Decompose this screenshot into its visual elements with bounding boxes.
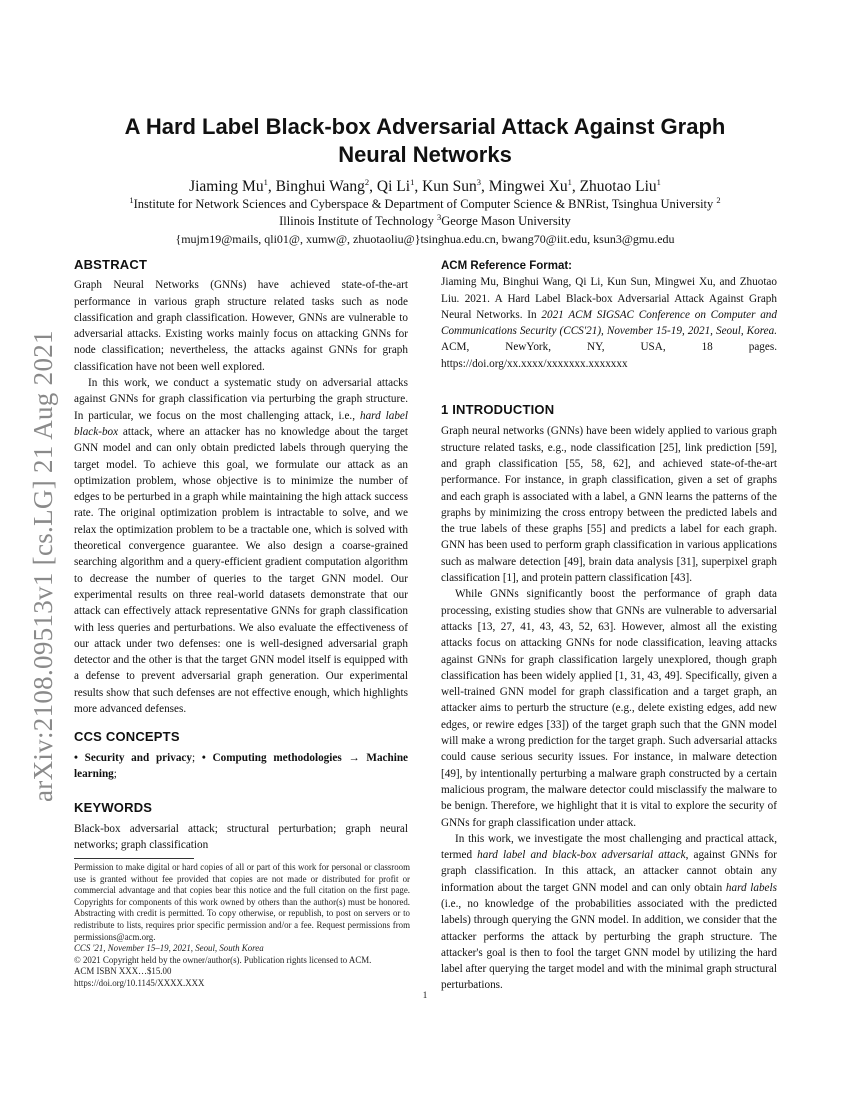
right-column xyxy=(441,258,777,994)
abstract-text: In this work, we conduct a systematic study on adversarial attacks against GNNs for graph classification via perturbing the graph structure. In particular, we focus on the most challenging attack, i.e., xyxy=(74,377,408,422)
ccs-heading: CCS CONCEPTS xyxy=(74,729,180,745)
arrow-icon: → xyxy=(341,751,367,764)
acm-reference xyxy=(441,274,777,372)
ccs-item: • Computing methodologies xyxy=(201,751,342,764)
arxiv-stamp xyxy=(8,290,68,810)
affil-sup: 1 xyxy=(129,194,134,205)
abstract-paragraph-2 xyxy=(74,375,408,717)
intro-text: , against GNNs for graph classification. In this attack, an attacker cannot obtain any information about the target GNN model and can only obtain xyxy=(441,849,778,894)
author-sup: 1 xyxy=(410,176,415,187)
acm-ref-text: Jiaming Mu, Binghui Wang, Qi Li, Kun Sun, Mingwei Xu, and Zhuotao Liu. 2021. A Hard Label Black-box Adversarial Attack Against Graph Neural Networks. In xyxy=(441,276,777,321)
affiliation-2 xyxy=(60,213,790,230)
keywords-heading: KEYWORDS xyxy=(74,800,153,816)
copyright-line: © 2021 Copyright held by the owner/author(s). Publication rights licensed to ACM. xyxy=(74,954,372,965)
abstract-paragraph-1: Graph Neural Networks (GNNs) have achieved state-of-the-art performance in various graph structure related tasks such as node classification and graph classification. However, GNNs are vulnerable to adversarial attacks. Existing works mainly focus on attacking GNNs for node classification; nevertheless, the attacks against GNNs for graph classification have not been well explored. xyxy=(74,279,408,373)
affil-text: George Mason University xyxy=(441,214,571,228)
author: Binghui Wang xyxy=(275,178,365,195)
permission-footnote xyxy=(74,862,410,990)
intro-paragraph-1: Graph neural networks (GNNs) have been widely applied to various graph structure related tasks, e.g., node classification [25], link prediction [59], and graph classification [55, 58, 62], and achieved state-of-the-art performance. For instance, in graph classification, given a set of graphs and each graph is associated with a label, a GNN learns the patterns of the graphs by minimizing the cross entropy between the predicted labels and the true labels of these graphs [55] and predicts a label for each graph. GNN has been used to perform graph classification in various applications such as malware detection [49], brain data analysis [31], superpixel graph classification [1], and protein pattern classification [43]. xyxy=(441,425,777,585)
permission-text: Permission to make digital or hard copies of all or part of this work for personal or classroom use is granted without fee provided that copies are not made or distributed for profit or commercial advantage and that copies bear this notice and the full citation on the first page. Copyrights for components of this work owned by others than the author(s) must be honored. Abstracting with credit is permitted. To copy otherwise, or republish, to post on servers or to redistribute to lists, requires prior specific permission and/or a fee. Request permissions from permissions@acm.org. xyxy=(74,862,410,942)
keywords-text: Black-box adversarial attack; structural perturbation; graph neural networks; graph classification xyxy=(74,822,408,851)
affiliation-1 xyxy=(60,196,790,213)
author-sup: 2 xyxy=(364,176,370,187)
title-line-2: Neural Networks xyxy=(338,142,512,167)
abstract-emphasis: hard label black-box xyxy=(74,409,408,438)
page-number: 1 xyxy=(422,990,428,1000)
abstract-text: attack, where an attacker has no knowledge about the target GNN model and can only obtain predicted labels through querying the target model. To achieve this goal, we formulate our attack as an optimization problem, whose objective is to minimize the number of edges to be perturbed in a graph while maintaining the high attack success rate. The original optimization problem is intractable to solve, and we relax the optimization problem to be a tractable one, which is solved with theoretical convergence guarantee. We also design a coarse-grained searching algorithm and a query-efficient gradient computation algorithm to decrease the number of queries to the target GNN model. Our experimental results on three real-world datasets demonstrate that our attack can effectively attack representative GNNs for graph classification with less queries and perturbations. We also evaluate the effectiveness of our attack under two defenses: one is well-designed adversarial graph detector and the other is that the target GNN model itself is equipped with a defense to prevent adversarial graph generation. Our experimental results show that such defenses are not effective enough, which highlights more advanced defenses. xyxy=(74,425,408,716)
author: Zhuotao Liu xyxy=(579,178,657,195)
ccs-end: ; xyxy=(113,767,117,780)
paper-title xyxy=(95,113,755,169)
intro-heading: 1 INTRODUCTION xyxy=(441,402,555,418)
intro-emphasis: hard label and black-box adversarial attack xyxy=(477,849,686,862)
left-column xyxy=(74,257,408,853)
footnote-divider xyxy=(74,858,194,859)
title-line-1: A Hard Label Black-box Adversarial Attack Against Graph xyxy=(124,114,726,139)
acm-ref-venue: 2021 ACM SIGSAC Conference on Computer and Communications Security (CCS'21), November 15-19, 2021, Seoul, Korea. xyxy=(441,308,777,338)
ccs-concepts xyxy=(74,750,408,783)
intro-text: (i.e., no knowledge of the probabilities associated with the predicted labels) through querying the GNN model. In addition, we consider that the attacker performs the attack by perturbing the graph structure. The attacker's goal is then to fool the target GNN model by utilizing the hard label after querying the target model and with the minimal graph structural perturbations. xyxy=(441,897,777,992)
author-sup: 1 xyxy=(263,176,268,187)
author: Jiaming Mu xyxy=(189,178,264,195)
affil-sup: 2 xyxy=(716,194,721,205)
intro-emphasis: hard labels xyxy=(725,881,777,894)
author-sup: 1 xyxy=(656,176,661,187)
author: Kun Sun xyxy=(422,178,477,195)
affil-text: Institute for Network Sciences and Cyberspace & Department of Computer Science & BNRist, Tsinghua University xyxy=(133,197,714,211)
author: Qi Li xyxy=(376,178,411,195)
conference-line: CCS '21, November 15–19, 2021, Seoul, South Korea xyxy=(74,943,264,954)
acm-ref-text: ACM, NewYork, NY, USA, 18 pages. https://doi.org/xx.xxxx/xxxxxxx.xxxxxxx xyxy=(441,341,777,370)
author-list: Jiaming Mu$^1$, Binghui Wang$^2$, Qi Li$^1$, Kun Sun$^3$, Mingwei Xu$^1$, Zhuotao Liu$^1$ xyxy=(189,176,661,195)
intro-paragraph-3 xyxy=(441,831,777,994)
isbn-line: ACM ISBN XXX…$15.00 xyxy=(74,966,172,977)
author-sup: 1 xyxy=(567,176,572,187)
ccs-item: • Security and privacy xyxy=(74,751,192,764)
ccs-item: Machine learning xyxy=(74,751,409,780)
author-emails: {mujm19@mails, qli01@, xumw@, zhuotaoliu@}tsinghua.edu.cn, bwang70@iit.edu, ksun3@gmu.edu xyxy=(175,232,675,246)
intro-text: In this work, we investigate the most challenging and practical attack, termed xyxy=(441,832,777,862)
author: Mingwei Xu xyxy=(488,178,568,195)
doi-line: https://doi.org/10.1145/XXXX.XXX xyxy=(74,977,205,988)
abstract-heading: ABSTRACT xyxy=(74,257,148,272)
arxiv-stamp-text: arXiv:2108.09513v1 [cs.LG] 21 Aug 2021 xyxy=(28,330,58,802)
intro-paragraph-2: While GNNs significantly boost the performance of graph data processing, existing studies show that GNNs are vulnerable to adversarial attacks [13, 27, 41, 43, 43, 52, 63]. However, almost all the existing attacks focus on attacking GNNs for node classification, leaving attacks against GNNs for graph classification largely unexplored, though graph classification has been widely applied [1, 31, 43, 49]. Specifically, given a well-trained GNN model for graph classification and a target graph, an attacker aims to perturb the structure (e.g., delete existing edges, add new edges, or rewire edges [33]) of the target graph such that the GNN model will make a wrong prediction for the target graph. Such adversarial attacks could cause serious security issues. For instance, in malware detection [49], by intentionally perturbing a malware graph constructed by a certain malicious program, the malware detector could misclassify the malware to be benign. Therefore, we highlight that it is vital to explore the security of GNNs for graph classification under attack. xyxy=(441,588,777,829)
acm-ref-heading: ACM Reference Format: xyxy=(441,260,572,272)
affil-sup: 3 xyxy=(437,211,442,222)
author-sup: 3 xyxy=(476,176,482,187)
ccs-sep: ; xyxy=(192,751,202,764)
affil-text: Illinois Institute of Technology xyxy=(279,214,434,228)
